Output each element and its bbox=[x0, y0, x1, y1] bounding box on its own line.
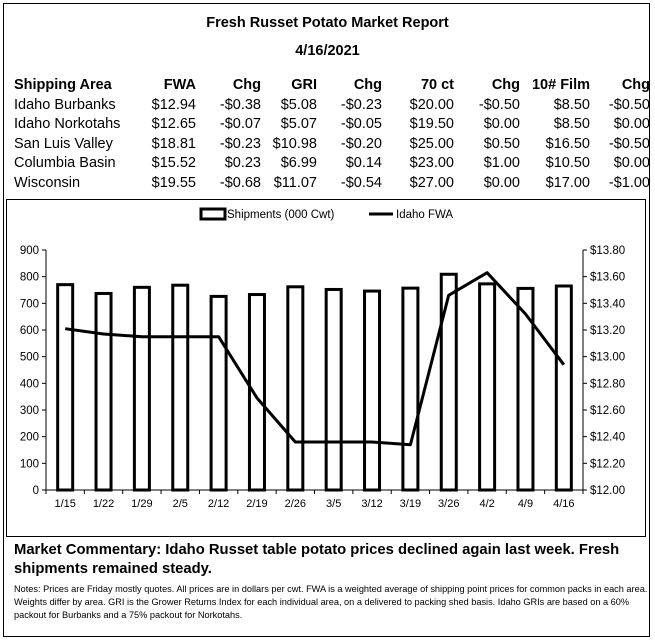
x-tick-label: 3/26 bbox=[438, 498, 460, 510]
report-notes: Notes: Prices are Friday mostly quotes. All prices are in dollars per cwt. FWA is a weighted average of shipping point prices for common packs in each area. Weights differ by area. GRI is the Grower Returns Index for each individual area, on a delivered to packing shed basis. Idaho GRIs are based on a 60% packout for Burbanks and a 75% packout for Norkotahs. bbox=[14, 584, 648, 620]
cell: -$0.68 bbox=[219, 174, 261, 191]
report-title: Fresh Russet Potato Market Report bbox=[206, 15, 449, 31]
cell: $8.50 bbox=[553, 96, 590, 113]
cell: -$0.07 bbox=[219, 116, 261, 132]
left-tick-label: 800 bbox=[19, 271, 39, 284]
legend-label-shipments: Shipments (000 Cwt) bbox=[227, 209, 335, 221]
shipment-bar bbox=[480, 284, 495, 490]
cell: -$0.54 bbox=[340, 174, 382, 191]
col-header: Chg bbox=[353, 77, 382, 93]
cell: -$0.38 bbox=[219, 96, 261, 113]
left-tick-label: 200 bbox=[19, 431, 39, 444]
right-tick-label: $13.40 bbox=[590, 298, 626, 311]
left-tick-label: 900 bbox=[19, 245, 39, 257]
cell: $19.55 bbox=[151, 174, 196, 191]
shipment-bar bbox=[403, 288, 418, 490]
x-tick-label: 3/12 bbox=[361, 498, 383, 510]
cell: $19.50 bbox=[409, 116, 454, 132]
cell: $0.00 bbox=[613, 155, 650, 171]
cell: -$0.50 bbox=[608, 135, 650, 152]
shipment-bar bbox=[134, 287, 149, 490]
cell: $6.99 bbox=[280, 155, 317, 171]
shipment-bar bbox=[58, 285, 73, 490]
x-tick-label: 3/5 bbox=[326, 498, 342, 510]
right-tick-label: $13.00 bbox=[590, 351, 626, 364]
cell: $0.00 bbox=[483, 116, 520, 132]
x-tick-label: 1/15 bbox=[54, 498, 76, 510]
right-tick-label: $12.40 bbox=[590, 431, 626, 444]
cell: $12.94 bbox=[151, 96, 196, 113]
col-header: FWA bbox=[163, 77, 196, 93]
x-tick-label: 2/5 bbox=[172, 498, 188, 510]
col-header: Chg bbox=[621, 77, 650, 93]
shipment-bar bbox=[211, 296, 226, 490]
cell: $12.65 bbox=[151, 116, 196, 132]
cell: $8.50 bbox=[553, 116, 590, 132]
right-tick-label: $12.00 bbox=[590, 485, 626, 497]
right-tick-label: $13.80 bbox=[590, 245, 626, 257]
cell: Idaho Norkotahs bbox=[14, 116, 121, 132]
right-tick-label: $12.60 bbox=[590, 405, 626, 417]
x-tick-label: 1/29 bbox=[131, 498, 153, 510]
cell: $0.50 bbox=[483, 135, 520, 152]
col-header: 70 ct bbox=[420, 77, 454, 93]
right-tick-label: $13.20 bbox=[590, 325, 626, 337]
cell: $17.00 bbox=[545, 174, 590, 191]
cell: $10.98 bbox=[272, 135, 317, 152]
left-tick-label: 700 bbox=[19, 298, 39, 311]
left-tick-label: 100 bbox=[19, 458, 39, 471]
shipment-bar bbox=[173, 285, 188, 490]
cell: $0.14 bbox=[345, 155, 382, 171]
x-tick-label: 4/2 bbox=[479, 498, 495, 510]
cell: San Luis Valley bbox=[14, 135, 113, 152]
cell: $11.07 bbox=[273, 174, 317, 191]
cell: -$0.50 bbox=[478, 96, 520, 113]
cell: -$1.00 bbox=[608, 174, 650, 191]
col-header: Chg bbox=[491, 77, 520, 93]
cell: -$0.05 bbox=[340, 116, 382, 132]
x-tick-label: 2/26 bbox=[284, 498, 307, 510]
cell: -$0.23 bbox=[219, 135, 261, 152]
x-tick-label: 1/22 bbox=[92, 498, 115, 510]
market-commentary: Market Commentary: Idaho Russet table potato prices declined again last week. Fresh shipments remained steady. bbox=[14, 542, 620, 577]
col-header: GRI bbox=[291, 77, 317, 93]
left-tick-label: 300 bbox=[19, 405, 39, 417]
cell: $16.50 bbox=[545, 135, 590, 152]
x-tick-label: 4/16 bbox=[553, 498, 575, 510]
cell: $15.52 bbox=[151, 155, 196, 171]
cell: $5.08 bbox=[280, 96, 317, 113]
right-tick-label: $12.80 bbox=[590, 378, 626, 391]
cell: Idaho Burbanks bbox=[14, 96, 116, 113]
left-tick-label: 500 bbox=[19, 351, 39, 364]
cell: $0.23 bbox=[224, 155, 261, 171]
report-date: 4/16/2021 bbox=[295, 43, 360, 59]
shipment-bar bbox=[288, 287, 303, 490]
shipment-bar bbox=[326, 289, 341, 490]
shipment-bar bbox=[556, 286, 571, 490]
cell: -$0.20 bbox=[340, 135, 382, 152]
cell: $23.00 bbox=[409, 155, 454, 171]
left-tick-label: 400 bbox=[19, 378, 39, 391]
x-tick-label: 2/19 bbox=[246, 498, 268, 510]
cell: -$0.50 bbox=[608, 96, 650, 113]
cell: -$0.23 bbox=[340, 96, 382, 113]
right-tick-label: $13.60 bbox=[590, 271, 626, 284]
col-header: Chg bbox=[232, 77, 261, 93]
cell: $27.00 bbox=[409, 174, 454, 191]
col-header: Shipping Area bbox=[14, 77, 112, 93]
cell: $18.81 bbox=[151, 135, 196, 152]
cell: $20.00 bbox=[409, 96, 454, 113]
shipment-bar bbox=[441, 274, 456, 490]
cell: $25.00 bbox=[409, 135, 454, 152]
cell: Wisconsin bbox=[14, 174, 81, 191]
legend-label-fwa: Idaho FWA bbox=[396, 209, 454, 221]
x-tick-label: 2/12 bbox=[207, 498, 230, 510]
cell: $0.00 bbox=[483, 174, 520, 191]
shipment-bar bbox=[365, 291, 380, 490]
right-tick-label: $12.20 bbox=[590, 458, 626, 471]
legend-swatch-shipments bbox=[201, 209, 225, 219]
shipment-bar bbox=[96, 293, 111, 490]
left-tick-label: 600 bbox=[19, 325, 39, 337]
x-tick-label: 4/9 bbox=[517, 498, 534, 510]
cell: $5.07 bbox=[280, 116, 317, 132]
cell: $10.50 bbox=[545, 155, 590, 171]
col-header: 10# Film bbox=[531, 77, 590, 93]
x-tick-label: 3/19 bbox=[399, 498, 422, 510]
left-tick-label: 0 bbox=[32, 485, 39, 497]
cell: $0.00 bbox=[613, 116, 650, 132]
cell: $1.00 bbox=[483, 155, 520, 171]
cell: Columbia Basin bbox=[14, 155, 116, 171]
